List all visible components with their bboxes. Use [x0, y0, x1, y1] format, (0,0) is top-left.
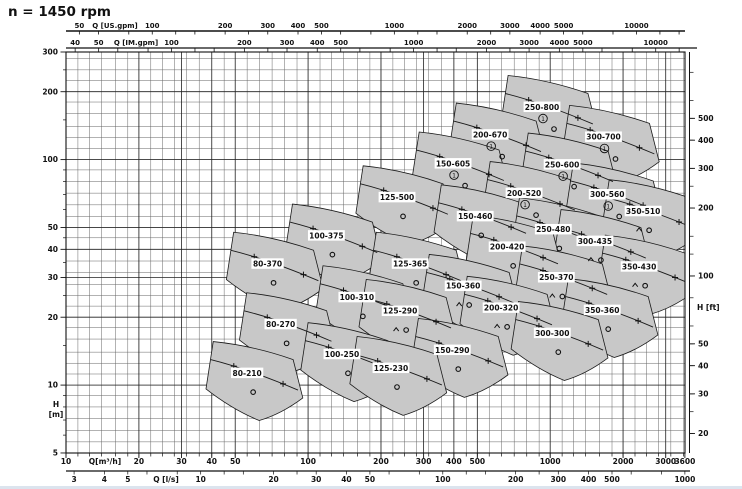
tick-label: 50	[93, 39, 104, 47]
axis-title-m: [m]	[48, 410, 64, 419]
pump-label-350-360: 350-360	[584, 305, 620, 315]
circled-1-text: 1	[452, 172, 456, 180]
axis-top-us-gpm	[66, 22, 685, 35]
tick-label: 300	[260, 22, 276, 30]
tick-label: 30	[176, 457, 187, 466]
axis-bottom-ls	[66, 471, 695, 484]
tick-label: 1000	[384, 22, 405, 30]
tick-label: 3600	[674, 457, 696, 466]
axis-title-q-ls: Q [l/s]	[153, 475, 179, 484]
tick-label: 400	[580, 475, 597, 484]
tick-label: 500	[314, 22, 329, 30]
pump-label-350-510: 350-510	[625, 206, 661, 216]
tick-label: 40	[70, 39, 81, 47]
axis-title-im-gpm: Q [IM.gpm]	[113, 39, 159, 47]
circled-1-text: 1	[489, 143, 494, 151]
pump-envelopes	[206, 75, 699, 420]
pump-label-80-370: 80-370	[252, 259, 283, 269]
tick-label: 400	[290, 22, 306, 30]
pump-label-350-430: 350-430	[621, 262, 657, 272]
pump-label-100-250: 100-250	[324, 349, 360, 359]
tick-label: 5000	[573, 39, 593, 47]
tick-label: 40	[698, 361, 709, 371]
axis-right-h-ft	[690, 52, 720, 453]
tick-label: 200	[698, 203, 714, 213]
tick-label: 2000	[476, 39, 497, 47]
pump-label-300-435: 300-435	[577, 236, 613, 246]
axis-top-im-gpm	[66, 39, 697, 52]
circled-1-text: 1	[541, 116, 545, 124]
pump-label-200-670: 200-670	[472, 130, 508, 140]
axis-title-h-ft: H [ft]	[697, 303, 720, 312]
tick-label: 200	[42, 87, 58, 97]
tick-label: 10000	[643, 39, 668, 47]
tick-label: 500	[469, 457, 486, 466]
pump-label-250-800: 250-800	[524, 102, 560, 112]
tick-label: 100	[164, 39, 179, 47]
tick-label: 40	[206, 457, 217, 466]
tick-label: 400	[446, 457, 462, 466]
pump-label-200-520: 200-520	[506, 188, 542, 198]
tick-label: 30	[47, 273, 58, 283]
tick-label: 50	[47, 223, 58, 233]
tick-label: 400	[698, 135, 714, 145]
pump-label-125-230: 125-230	[373, 363, 409, 373]
tick-label: 40	[47, 244, 58, 254]
tick-label: 4000	[530, 22, 550, 30]
pump-label-150-460: 150-460	[457, 212, 493, 222]
tick-label: 300	[42, 47, 58, 57]
tick-label: 500	[698, 113, 714, 123]
page-title: n = 1450 rpm	[8, 4, 111, 20]
circled-1-text: 1	[606, 203, 611, 211]
pump-label-125-290: 125-290	[382, 306, 418, 316]
tick-label: 40	[341, 475, 352, 484]
tick-label: 20	[268, 475, 279, 484]
axis-title-h: H	[52, 400, 60, 409]
tick-label: 50	[230, 457, 241, 466]
tick-label: 2000	[457, 22, 477, 30]
tick-label: 5	[125, 475, 131, 484]
pump-label-125-500: 125-500	[379, 193, 415, 203]
tick-label: 100	[300, 457, 316, 466]
pump-label-150-360: 150-360	[445, 281, 481, 291]
tick-label: 100	[698, 271, 714, 281]
pump-label-300-300: 300-300	[535, 328, 570, 338]
tick-label: 200	[237, 39, 252, 47]
tick-label: 100	[42, 155, 58, 165]
tick-label: 200	[217, 22, 233, 30]
pump-label-150-605: 150-605	[435, 159, 471, 169]
circled-1-text: 1	[602, 145, 607, 153]
axis-title-us-gpm: Q [US.gpm]	[92, 22, 138, 30]
circled-1-text: 1	[561, 173, 566, 181]
circled-1-text: 1	[523, 202, 527, 210]
tick-label: 20	[698, 429, 709, 439]
tick-label: 4	[101, 475, 107, 484]
tick-label: 10	[195, 475, 206, 484]
tick-label: 3000	[500, 22, 520, 30]
tick-label: 3000	[655, 457, 677, 466]
axis-left-h-m	[42, 48, 66, 458]
tick-label: 500	[604, 475, 620, 484]
tick-label: 3	[71, 475, 77, 484]
tick-label: 300	[415, 457, 432, 466]
pump-label-125-365: 125-365	[392, 259, 428, 269]
tick-label: 400	[309, 39, 325, 47]
pump-label-100-310: 100-310	[339, 293, 375, 303]
tick-label: 300	[550, 475, 567, 484]
pump-label-300-700: 300-700	[586, 132, 621, 142]
tick-label: 1000	[403, 39, 424, 47]
pump-label-300-560: 300-560	[590, 190, 625, 200]
tick-label: 3000	[519, 39, 539, 47]
tick-label: 4000	[549, 39, 570, 47]
tick-label: 50	[698, 339, 709, 349]
pump-label-250-480: 250-480	[536, 225, 571, 235]
pump-label-250-370: 250-370	[539, 273, 574, 283]
tick-label: 300	[698, 163, 714, 173]
tick-label: 5	[52, 448, 58, 458]
tick-label: 50	[74, 22, 85, 30]
tick-label: 30	[310, 475, 322, 484]
tick-label: 10	[60, 457, 72, 466]
tick-label: 20	[47, 312, 58, 322]
tick-label: 50	[364, 475, 376, 484]
tick-label: 30	[698, 389, 709, 399]
pump-label-250-600: 250-600	[544, 160, 580, 170]
tick-label: 200	[373, 457, 389, 466]
pump-label-80-270: 80-270	[266, 320, 296, 330]
tick-label: 10	[47, 380, 58, 390]
pump-label-80-210: 80-210	[232, 368, 262, 378]
tick-label: 300	[279, 39, 295, 47]
pump-label-100-375: 100-375	[309, 231, 344, 241]
tick-label: 20	[133, 457, 145, 466]
tick-label: 500	[333, 39, 349, 47]
pump-label-200-420: 200-420	[489, 242, 525, 252]
tick-label: 2000	[612, 457, 634, 466]
axis-bottom-m3h	[61, 453, 696, 466]
tick-label: 10000	[624, 22, 649, 30]
tick-label: 5000	[553, 22, 574, 30]
tick-label: 100	[434, 475, 451, 484]
pump-label-200-320: 200-320	[483, 303, 519, 313]
tick-label: 100	[144, 22, 160, 30]
pump-label-150-290: 150-290	[435, 345, 470, 355]
tick-label: 1000	[674, 475, 696, 484]
tick-label: 1000	[539, 457, 561, 466]
axis-title-q-m3h: Q[m³/h]	[88, 457, 122, 466]
tick-label: 200	[507, 475, 524, 484]
